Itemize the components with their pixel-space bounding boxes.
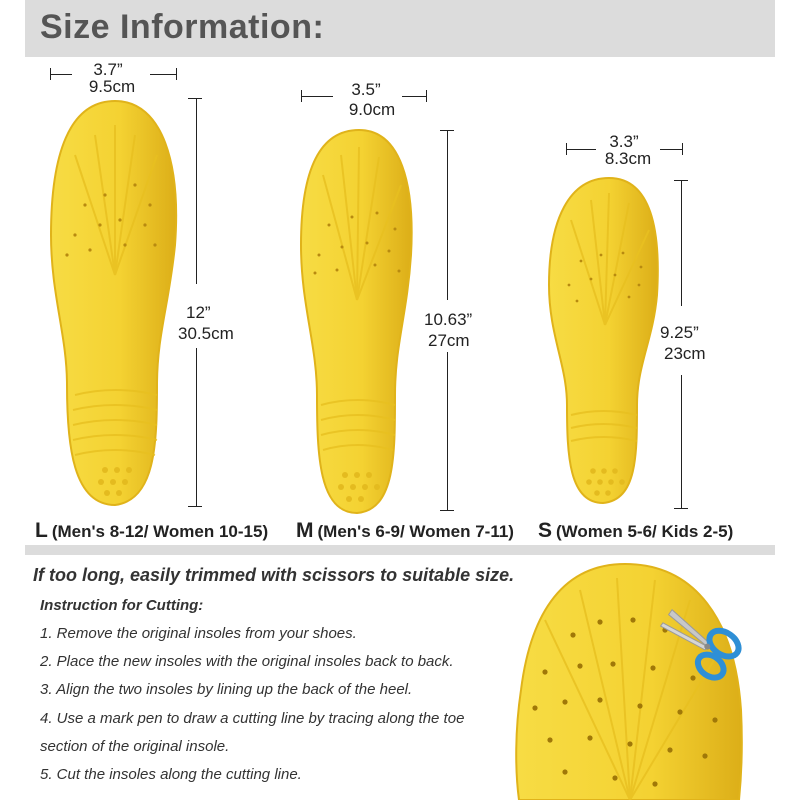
width-tick-right-l <box>176 68 177 80</box>
length-line-l-bottom <box>196 348 197 506</box>
width-tick-right-s <box>682 143 683 155</box>
length-tick-top-l <box>188 98 202 99</box>
size-letter-m: M <box>296 519 314 542</box>
length-inches-m: 10.63” <box>424 310 473 329</box>
size-range-l: (Men's 8-12/ Women 10-15) <box>51 522 269 541</box>
width-tick-right-m <box>426 90 427 102</box>
length-line-s-bottom <box>681 375 682 508</box>
length-tick-bottom-m <box>440 510 454 511</box>
size-range-m: (Men's 6-9/ Women 7-11) <box>317 522 514 541</box>
width-line-s-right <box>660 149 682 150</box>
width-cm-l: 9.5cm <box>88 77 136 96</box>
width-inches-m: 3.5” <box>351 80 381 99</box>
size-letter-l: L <box>35 519 48 542</box>
width-inches-s: 3.3” <box>609 132 639 151</box>
insole-large-image <box>45 95 185 515</box>
instruction-step: 5. Cut the insoles along the cutting line. <box>40 766 302 783</box>
width-inches-l: 3.7” <box>93 60 123 79</box>
insole-medium-image <box>297 125 417 520</box>
width-line-m-right <box>402 96 426 97</box>
size-label-s <box>538 519 733 543</box>
instruction-step: 3. Align the two insoles by lining up the back of the heel. <box>40 681 413 698</box>
length-line-s-top <box>681 180 682 306</box>
length-tick-bottom-l <box>188 506 202 507</box>
size-range-s: (Women 5-6/ Kids 2-5) <box>556 522 734 541</box>
length-inches-l: 12” <box>186 303 211 322</box>
instruction-step: section of the original insole. <box>40 738 230 755</box>
size-label-m <box>296 519 514 543</box>
width-cm-m: 9.0cm <box>348 100 396 119</box>
width-line-l-right <box>150 74 176 75</box>
page-title: Size Information: <box>40 8 325 46</box>
length-line-m-bottom <box>447 352 448 510</box>
trim-tip-text: If too long, easily trimmed with scissors to suitable size. <box>33 565 515 585</box>
insole-small-image <box>545 175 665 510</box>
instruction-step: 4. Use a mark pen to draw a cutting line by tracing along the toe <box>40 710 465 727</box>
length-cm-l: 30.5cm <box>178 324 234 343</box>
width-line-m <box>301 96 333 97</box>
length-line-l-top <box>196 98 197 284</box>
length-tick-bottom-s <box>674 508 688 509</box>
width-line-s <box>566 149 596 150</box>
length-inches-s: 9.25” <box>660 323 699 342</box>
size-letter-s: S <box>538 519 553 542</box>
instruction-title: Instruction for Cutting: <box>40 597 204 614</box>
instruction-step: 2. Place the new insoles with the original insoles back to back. <box>40 653 454 670</box>
section-divider-bar <box>25 545 775 555</box>
scissors-icon <box>640 588 750 688</box>
instruction-step: 1. Remove the original insoles from your shoes. <box>40 625 357 642</box>
length-cm-m: 27cm <box>428 331 470 350</box>
header-bar <box>25 0 775 57</box>
length-line-m-top <box>447 130 448 300</box>
width-line-l <box>50 74 72 75</box>
size-label-l <box>35 519 268 543</box>
length-cm-s: 23cm <box>664 344 706 363</box>
width-cm-s: 8.3cm <box>604 149 652 168</box>
